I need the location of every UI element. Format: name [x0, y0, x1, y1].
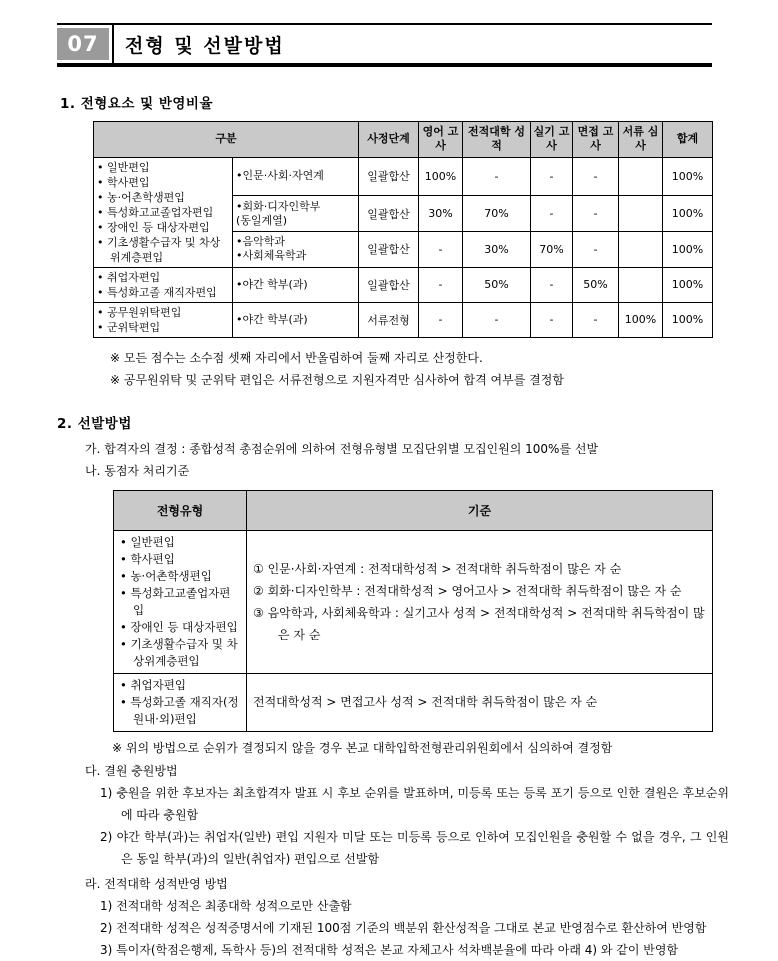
col-header-english: 영어 고사 — [419, 122, 463, 158]
admission-types-cell: • 취업자편입 • 특성화고졸 재직자편입 — [94, 267, 233, 302]
col-header-type: 전형유형 — [114, 490, 247, 530]
ratio-table-header-row — [94, 122, 713, 158]
ratio-table — [93, 121, 713, 338]
table-row — [114, 673, 713, 731]
tiebreak-table — [113, 490, 713, 732]
admission-types-cell: • 일반편입 • 학사편입 • 농·어촌학생편입 • 특성화고교졸업자편입 • 장애인 등 대상자편입 • 기초생활수급자 및 차상위계층편입 — [94, 157, 233, 267]
note-line: ※ 공무원위탁 및 군위탁 편입은 서류전형으로 지원자격만 심사하여 합격 여부를 결정함 — [110, 372, 564, 387]
dept-cell: •야간 학부(과) — [233, 267, 359, 302]
item-ga: 가. 합격자의 결정 : 종합성적 총점순위에 의하여 전형유형별 모집단위별 모집인원의 100%를 선발 — [85, 441, 599, 456]
table-row: • 취업자편입 • 특성화고졸 재직자편입 •야간 학부(과) 일괄합산 - 50% - 50% 100% — [94, 267, 713, 302]
item-ra-1: 1) 전적대학 성적은 최종대학 성적으로만 산출함 — [100, 898, 352, 913]
dept-cell: •음악학과 •사회체육학과 — [233, 231, 359, 267]
criteria-cell: 전적대학성적 > 면접고사 성적 > 전적대학 취득학점이 많은 자 순 — [247, 673, 713, 731]
col-header-document: 서류 심사 — [619, 122, 663, 158]
admission-types-cell: • 취업자편입 • 특성화고졸 재직자(정원내·외)편입 — [114, 673, 247, 731]
section2-heading: 2. 선발방법 — [57, 415, 132, 432]
col-header-total: 합계 — [663, 122, 713, 158]
dept-cell: •인문·사회·자연계 — [233, 157, 359, 196]
tiebreak-header-row — [114, 490, 713, 530]
table-row: •회화·디자인학부 (동일계열) 일괄합산 30% 70% - - 100% — [94, 196, 713, 232]
section-banner — [57, 23, 712, 67]
col-header-gubun: 구분 — [94, 122, 359, 158]
item-ra-3: 3) 특이자(학점은행제, 독학사 등)의 전적대학 성적은 본교 자체고사 석차백분율에 따라 아래 4) 와 같이 반영함 — [100, 942, 679, 957]
admission-types-cell: • 공무원위탁편입 • 군위탁편입 — [94, 302, 233, 337]
item-na: 나. 동점자 처리기준 — [85, 463, 190, 478]
document-page — [0, 23, 778, 957]
table-row — [114, 530, 713, 673]
tiebreak-table-note: ※ 위의 방법으로 순위가 결정되지 않을 경우 본교 대학입학전형관리위원회에서 심의하여 결정함 — [112, 740, 613, 755]
dept-cell: •야간 학부(과) — [233, 302, 359, 337]
item-da-title: 다. 결원 충원방법 — [85, 763, 178, 778]
dept-cell: •회화·디자인학부 (동일계열) — [233, 196, 359, 232]
ratio-table-notes — [110, 347, 718, 391]
item-da-2: 2) 야간 학부(과)는 취업자(일반) 편입 지원자 미달 또는 미등록 등으로 인하여 모집인원을 충원할 수 없을 경우, 그 인원은 동일 학부(과)의 일반(취업자) 편입으로 선발함 — [100, 829, 729, 866]
table-row: •음악학과 •사회체육학과 일괄합산 - 30% 70% - 100% — [94, 231, 713, 267]
item-ra-title: 라. 전적대학 성적반영 방법 — [85, 876, 228, 891]
item-da-1: 1) 충원을 위한 후보자는 최초합격자 발표 시 후보 순위를 발표하며, 미등록 또는 등록 포기 등으로 인한 결원은 후보순위에 따라 충원함 — [100, 785, 729, 822]
table-row: • 일반편입 • 학사편입 • 농·어촌학생편입 • 특성화고교졸업자편입 • 장애인 등 대상자편입 • 기초생활수급자 및 차상위계층편입 •인문·사회·자연계 일괄합산 100% - - - 100% — [94, 157, 713, 196]
criteria-cell: ① 인문·사회·자연계 : 전적대학성적 > 전적대학 취득학점이 많은 자 순 ② 회화·디자인학부 : 전적대학성적 > 영어고사 > 전적대학 취득학점이 많은 자 순 ③ 음악학과, 사회체육학과 : 실기고사 성적 > 전적대학성적 > 전적대학 취득학점이 많은 자 순 — [247, 530, 713, 673]
section1-heading: 1. 전형요소 및 반영비율 — [60, 96, 213, 112]
col-header-prev-univ: 전적대학 성적 — [463, 122, 531, 158]
col-header-criteria: 기준 — [247, 490, 713, 530]
item-ra-2: 2) 전적대학 성적은 성적증명서에 기재된 100점 기준의 백분위 환산성적을 그대로 본교 반영점수로 환산하여 반영함 — [100, 920, 707, 935]
page-title: 전형 및 선발방법 — [125, 34, 285, 57]
table-row: • 공무원위탁편입 • 군위탁편입 •야간 학부(과) 서류전형 - - - - 100% 100% — [94, 302, 713, 337]
col-header-practical: 실기 고사 — [531, 122, 573, 158]
col-header-interview: 면접 고사 — [573, 122, 619, 158]
note-line: ※ 모든 점수는 소수점 셋째 자리에서 반올림하여 둘째 자리로 산정한다. — [110, 350, 483, 365]
col-header-stage: 사정단계 — [359, 122, 419, 158]
section-number-badge: 07 — [57, 28, 109, 60]
admission-types-cell: • 일반편입 • 학사편입 • 농·어촌학생편입 • 특성화고교졸업자편입 • 장애인 등 대상자편입 • 기초생활수급자 및 차상위계층편입 — [114, 530, 247, 673]
